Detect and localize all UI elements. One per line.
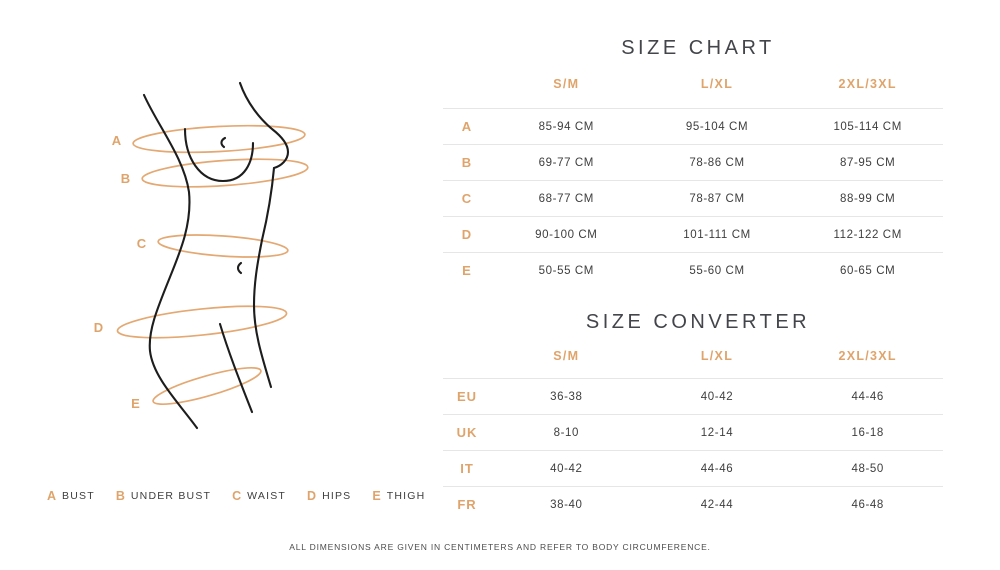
- column-header: 2XL/3XL: [838, 77, 897, 91]
- cell-value: 69-77 CM: [538, 156, 594, 169]
- cell-value: 85-94 CM: [538, 120, 594, 133]
- cell-value: 101-111 CM: [683, 228, 751, 241]
- waist-point-label: C: [136, 236, 148, 251]
- legend-item-underbust: [116, 489, 211, 503]
- table-row: [443, 252, 943, 288]
- legend-item-hips: [307, 489, 351, 503]
- legend-label: UNDER BUST: [130, 490, 212, 502]
- cell-value: 105-114 CM: [833, 120, 902, 133]
- size-converter-header-row: [443, 334, 943, 378]
- thigh-point-label: E: [131, 396, 141, 411]
- legend-item-bust: [47, 489, 95, 503]
- row-label: A: [461, 119, 473, 134]
- underbust-ellipse: [141, 155, 308, 192]
- table-row: [443, 486, 943, 522]
- body-measurement-diagram: [0, 0, 440, 470]
- size-chart-header-row: [443, 60, 943, 108]
- table-row: [443, 108, 943, 144]
- thigh-ellipse: [150, 361, 263, 411]
- legend-letter: B: [115, 489, 125, 503]
- cell-value: 40-42: [700, 390, 734, 403]
- table-row: [443, 144, 943, 180]
- cell-value: 78-87 CM: [689, 192, 745, 205]
- legend-label: WAIST: [247, 490, 287, 502]
- cell-value: 112-122 CM: [833, 228, 902, 241]
- measurement-legend: [47, 489, 425, 503]
- bust-ellipse: [132, 122, 305, 156]
- nipple-mark: [221, 138, 225, 147]
- cell-value: 12-14: [700, 426, 734, 439]
- cell-value: 50-55 CM: [538, 264, 594, 277]
- legend-letter: E: [372, 489, 381, 503]
- size-converter-title: SIZE CONVERTER: [585, 311, 811, 333]
- cell-value: 44-46: [700, 462, 734, 475]
- cell-value: 38-40: [550, 498, 583, 511]
- column-header: S/M: [553, 349, 580, 363]
- footnote: ALL DIMENSIONS ARE GIVEN IN CENTIMETERS AND REFER TO BODY CIRCUMFERENCE.: [289, 542, 711, 552]
- cell-value: 42-44: [700, 498, 734, 511]
- legend-label: HIPS: [322, 490, 352, 502]
- column-header: L/XL: [700, 77, 734, 91]
- legend-item-waist: [232, 489, 286, 503]
- legend-letter: C: [232, 489, 242, 503]
- cell-value: 95-104 CM: [685, 120, 749, 133]
- legend-letter: D: [307, 489, 317, 503]
- front-contour-line: [240, 83, 288, 387]
- table-row: [443, 378, 943, 414]
- table-row: [443, 216, 943, 252]
- table-row: [443, 450, 943, 486]
- cell-value: 36-38: [550, 390, 583, 403]
- cell-value: 88-99 CM: [840, 192, 896, 205]
- row-label: D: [461, 227, 473, 242]
- cell-value: 87-95 CM: [840, 156, 896, 169]
- hips-point-label: D: [93, 320, 105, 335]
- table-row: [443, 414, 943, 450]
- column-header: S/M: [553, 77, 580, 91]
- row-label: UK: [456, 425, 478, 440]
- row-label: C: [461, 191, 473, 206]
- row-label: FR: [457, 497, 477, 512]
- size-chart-title: SIZE CHART: [621, 37, 775, 59]
- navel-mark: [238, 263, 241, 273]
- column-header: L/XL: [700, 349, 734, 363]
- cell-value: 55-60 CM: [689, 264, 745, 277]
- back-contour-line: [144, 95, 197, 428]
- row-label: E: [462, 263, 472, 278]
- row-label: EU: [456, 389, 478, 404]
- cell-value: 40-42: [550, 462, 583, 475]
- cell-value: 8-10: [553, 426, 580, 439]
- breast-curve: [185, 129, 253, 181]
- cell-value: 44-46: [851, 390, 884, 403]
- legend-label: THIGH: [386, 490, 426, 502]
- measurement-point-labels: [94, 133, 147, 411]
- cell-value: 68-77 CM: [538, 192, 594, 205]
- row-label: IT: [460, 461, 474, 476]
- column-header: 2XL/3XL: [838, 349, 897, 363]
- legend-label: BUST: [62, 490, 95, 502]
- row-label: B: [461, 155, 473, 170]
- cell-value: 78-86 CM: [689, 156, 745, 169]
- legend-item-thigh: [372, 489, 425, 503]
- legend-letter: A: [47, 489, 57, 503]
- cell-value: 60-65 CM: [840, 264, 896, 277]
- cell-value: 48-50: [851, 462, 884, 475]
- cell-value: 90-100 CM: [535, 228, 598, 241]
- cell-value: 16-18: [851, 426, 884, 439]
- bust-point-label: A: [111, 133, 123, 148]
- cell-value: 46-48: [851, 498, 884, 511]
- table-row: [443, 180, 943, 216]
- tables-panel: [443, 0, 943, 522]
- hips-ellipse: [116, 300, 288, 344]
- size-converter-section: [443, 310, 943, 522]
- size-chart-section: [443, 36, 943, 288]
- underbust-point-label: B: [120, 171, 132, 186]
